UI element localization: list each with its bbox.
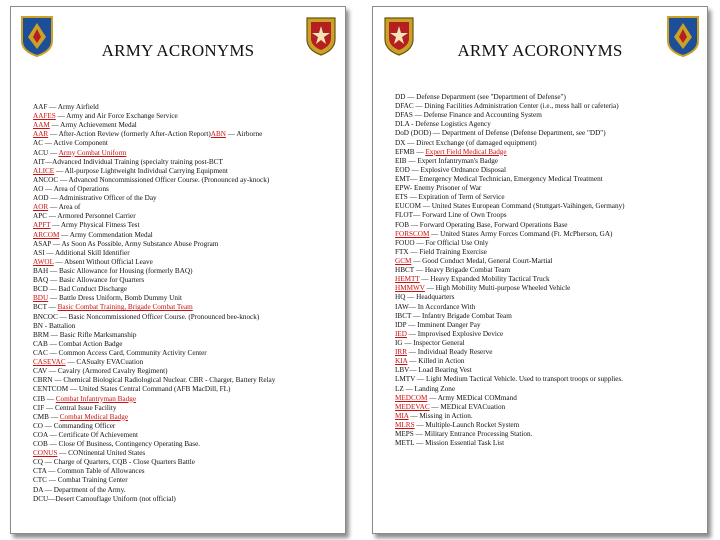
acronym-entry xyxy=(33,367,341,376)
acronym-entry xyxy=(33,221,341,230)
entry-text: LBV— Load Bearing Vest xyxy=(395,366,472,375)
acronym-entry xyxy=(33,440,341,449)
acronym-entry xyxy=(395,111,703,120)
acronym-entry xyxy=(33,385,341,394)
acronym-entry xyxy=(33,476,341,485)
entry-text: IBCT — Infantry Brigade Combat Team xyxy=(395,311,512,320)
entry-text: BCD — Bad Conduct Discharge xyxy=(33,285,128,294)
acronym-entry xyxy=(33,431,341,440)
entry-text: LZ — Landing Zone xyxy=(395,384,456,393)
acronym-entry xyxy=(395,303,703,312)
entry-text: DCU—Desert Camouflage Uniform (not official) xyxy=(33,494,176,503)
acronym-entry xyxy=(33,458,341,467)
entry-text: MEPS — Military Entrance Processing Station. xyxy=(395,430,533,439)
entry-text: EIB — Expert Infantryman's Badge xyxy=(395,156,499,165)
entry-text: CAB — Combat Action Badge xyxy=(33,339,123,348)
entry-text: CIF — Central Issue Facility xyxy=(33,403,117,412)
entry-text: CAV — Cavalry (Armored Cavalry Regiment) xyxy=(33,367,168,376)
acronym-entry xyxy=(395,166,703,175)
acronym-entry xyxy=(33,313,341,322)
acronym-link[interactable]: APFT xyxy=(33,221,51,230)
acronym-entry xyxy=(395,366,703,375)
entry-text: — Individual Ready Reserve xyxy=(406,348,493,357)
acronym-entry xyxy=(33,212,341,221)
acronym-entry xyxy=(395,184,703,193)
acronym-entry xyxy=(395,239,703,248)
acronym-entry xyxy=(395,284,703,293)
entry-text: CO — Commanding Officer xyxy=(33,421,116,430)
entry-text: FOUO — For Official Use Only xyxy=(395,238,489,247)
entry-text: CENTCOM — United States Central Command (AFB MacDill, FL) xyxy=(33,385,231,394)
acronym-entry xyxy=(33,495,341,504)
acronym-link[interactable]: HEMTT xyxy=(395,275,420,284)
entry-text: AAF — Army Airfield xyxy=(33,103,99,111)
acronym-entry xyxy=(395,330,703,339)
acronym-link[interactable]: MIA xyxy=(395,411,409,420)
acronym-link[interactable]: IRR xyxy=(395,348,407,357)
acronym-entry xyxy=(395,257,703,266)
acronym-list xyxy=(395,93,703,448)
entry-text: EMT— Emergency Medical Technician, Emergency Medical Treatment xyxy=(395,174,603,183)
acronym-link[interactable]: Basic Combat Training, Brigade Combat Team xyxy=(57,303,193,312)
acronym-link[interactable]: AAM xyxy=(33,121,50,130)
acronym-link[interactable]: KIA xyxy=(395,357,408,366)
acronym-link[interactable]: BDU xyxy=(33,294,49,303)
entry-text: ASI — Additional Skill Identifier xyxy=(33,248,130,257)
acronym-entry xyxy=(395,321,703,330)
acronym-entry xyxy=(395,293,703,302)
acronym-link[interactable]: IED xyxy=(395,329,407,338)
acronym-entry xyxy=(395,412,703,421)
acronym-entry xyxy=(395,93,703,102)
entry-text: HBCT — Heavy Brigade Combat Team xyxy=(395,266,511,275)
entry-text: CAC — Common Access Card, Community Activity Center xyxy=(33,348,207,357)
acronym-entry xyxy=(33,176,341,185)
acronym-entry xyxy=(395,221,703,230)
entry-text: EUCOM — United States European Command (Stuttgart-Vaihingen, Germany) xyxy=(395,202,625,211)
acronym-entry xyxy=(395,139,703,148)
acronym-link[interactable]: MEDEVAC xyxy=(395,402,430,411)
entry-text: AO — Area of Operations xyxy=(33,184,109,193)
entry-text: — Army Commendation Medal xyxy=(59,230,153,239)
acronym-entry xyxy=(33,395,341,404)
acronym-list xyxy=(33,103,341,504)
entry-text: — Good Conduct Medal, General Court-Martial xyxy=(411,256,553,265)
acronym-entry xyxy=(395,157,703,166)
acronym-entry xyxy=(33,121,341,130)
entry-text: — Missing in Action. xyxy=(408,411,473,420)
acronym-entry xyxy=(395,129,703,138)
entry-text: — CASualty EVACuation xyxy=(65,358,144,367)
entry-text: AOD — Administrative Officer of the Day xyxy=(33,194,157,203)
acronym-entry xyxy=(395,193,703,202)
entry-text: IAW— In Accordance With xyxy=(395,302,476,311)
entry-text: DLA - Defense Logistics Agency xyxy=(395,120,491,129)
entry-text: — Improvised Explosive Device xyxy=(406,329,504,338)
entry-text: BAQ — Basic Allowance for Quarters xyxy=(33,276,145,285)
entry-text: EFMB — xyxy=(395,147,426,156)
acronym-entry xyxy=(395,312,703,321)
page-title: ARMY ACRONYMS xyxy=(101,41,255,60)
entry-text: DA — Department of the Army. xyxy=(33,485,126,494)
acronym-link[interactable]: MLRS xyxy=(395,420,415,429)
entry-text: CBRN — Chemical Biological Radiological Nuclear. CBR - Charger, Battery Relay xyxy=(33,376,276,385)
right-acronym-page xyxy=(372,6,708,534)
acronym-entry xyxy=(33,322,341,331)
acronym-entry xyxy=(395,375,703,384)
acronym-entry xyxy=(33,249,341,258)
acronym-entry xyxy=(33,240,341,249)
entry-text: DoD (DOD) — Department of Defense (Defense Department, see "DD") xyxy=(395,129,606,138)
acronym-entry xyxy=(33,358,341,367)
acronym-entry xyxy=(395,120,703,129)
entry-text: — Army Physical Fitness Test xyxy=(50,221,140,230)
entry-text: METL — Mission Essential Task List xyxy=(395,439,505,448)
acronym-entry xyxy=(33,413,341,422)
entry-text: BN - Battalion xyxy=(33,321,76,330)
entry-text: EPW- Enemy Prisoner of War xyxy=(395,184,482,193)
entry-text: CIB — xyxy=(33,394,56,403)
entry-text: — Absent Without Official Leave xyxy=(53,257,153,266)
entry-text: — Airborne xyxy=(225,130,263,139)
acronym-entry xyxy=(33,158,341,167)
entry-text: CTA — Common Table of Allowances xyxy=(33,467,145,476)
entry-text: ASAP — As Soon As Possible, Army Substance Abuse Program xyxy=(33,239,219,248)
entry-text: FLOT— Forward Line of Own Troops xyxy=(395,211,507,220)
entry-text: — Army MEDical COMmand xyxy=(427,393,517,402)
acronym-entry xyxy=(33,449,341,458)
acronym-entry xyxy=(395,421,703,430)
acronym-entry xyxy=(395,385,703,394)
acronym-entry xyxy=(33,276,341,285)
acronym-entry xyxy=(33,167,341,176)
entry-text: FOB — Forward Operating Base, Forward Operations Base xyxy=(395,220,568,229)
entry-text: DFAC — Dining Facilities Administration Center (i.e., mess hall or cafeteria) xyxy=(395,102,619,111)
entry-text: DFAS — Defense Finance and Accounting System xyxy=(395,111,542,120)
entry-text: EOD — Explosive Ordnance Disposal xyxy=(395,165,506,174)
acronym-entry xyxy=(33,231,341,240)
acronym-entry xyxy=(395,211,703,220)
acronym-entry xyxy=(33,340,341,349)
acronym-entry xyxy=(395,348,703,357)
entry-text: BNCOC — Basic Noncommissioned Officer Course. (Pronounced bee-knock) xyxy=(33,312,260,321)
entry-text: LMTV — Light Medium Tactical Vehicle. Used to transport troops or supplies. xyxy=(395,375,624,384)
acronym-link[interactable]: AWOL xyxy=(33,257,54,266)
acronym-entry xyxy=(33,331,341,340)
entry-text: ACU — xyxy=(33,148,59,157)
acronym-entry xyxy=(33,467,341,476)
acronym-link[interactable]: AOR xyxy=(33,203,49,212)
acronym-entry xyxy=(33,294,341,303)
acronym-link[interactable]: AAR xyxy=(33,130,49,139)
entry-text: AC — Active Component xyxy=(33,139,108,148)
entry-text: CTC — Combat Training Center xyxy=(33,476,128,485)
entry-text: HQ — Headquarters xyxy=(395,293,455,302)
acronym-entry xyxy=(33,112,341,121)
entry-text: BRM — Basic Rifle Marksmanship xyxy=(33,330,137,339)
entry-text: — Army and Air Force Exchange Service xyxy=(55,112,178,121)
page-title: ARMY ACORONYMS xyxy=(457,41,623,60)
acronym-entry xyxy=(395,357,703,366)
acronym-link[interactable]: ABN xyxy=(210,130,226,139)
acronym-entry xyxy=(395,439,703,448)
entry-text: — Army Achievement Medal xyxy=(49,121,137,130)
acronym-link[interactable]: Combat Medical Badge xyxy=(59,412,129,421)
acronym-link[interactable]: Expert Field Medical Badge xyxy=(425,147,507,156)
acronym-entry xyxy=(395,230,703,239)
acronym-entry xyxy=(33,203,341,212)
entry-text: — Multiple-Launch Rocket System xyxy=(414,420,520,429)
acronym-entry xyxy=(33,194,341,203)
entry-text: CQ — Charge of Quarters, CQB - Close Quarters Battle xyxy=(33,458,195,467)
acronym-link[interactable]: ARCOM xyxy=(33,230,60,239)
entry-text: APC — Armored Personnel Carrier xyxy=(33,212,136,221)
entry-text: ETS — Expiration of Term of Service xyxy=(395,193,505,202)
acronym-link[interactable]: CONUS xyxy=(33,449,58,458)
entry-text: — All-purpose Lightweight Individual Carrying Equipment xyxy=(54,166,228,175)
entry-text: — High Mobility Multi-purpose Wheeled Vehicle xyxy=(424,284,571,293)
acronym-entry xyxy=(33,303,341,312)
entry-text: — United States Army Forces Command (Ft. McPherson, GA) xyxy=(429,229,613,238)
entry-text: — CONtinental United States xyxy=(57,449,146,458)
acronym-link[interactable]: GCM xyxy=(395,256,412,265)
entry-text: — Heavy Expanded Mobility Tactical Truck xyxy=(419,275,550,284)
acronym-entry xyxy=(33,258,341,267)
acronym-link[interactable]: Combat Infantryman Badge xyxy=(55,394,137,403)
acronym-entry xyxy=(395,394,703,403)
entry-text: — Killed in Action xyxy=(407,357,465,366)
entry-text: AIT—Advanced Individual Training (specialty training post-BCT xyxy=(33,157,223,166)
acronym-entry xyxy=(395,202,703,211)
entry-text: IG — Inspector General xyxy=(395,338,465,347)
acronym-entry xyxy=(33,486,341,495)
acronym-entry xyxy=(395,102,703,111)
entry-text: — Area of xyxy=(48,203,81,212)
acronym-entry xyxy=(395,148,703,157)
entry-text: — Battle Dress Uniform, Bomb Dummy Unit xyxy=(48,294,182,303)
acronym-entry xyxy=(395,248,703,257)
entry-text: — After-Action Review (formerly After-Action Report) xyxy=(48,130,211,139)
acronym-entry xyxy=(33,103,341,112)
acronym-link[interactable]: AAFES xyxy=(33,112,56,121)
entry-text: ANCOC — Advanced Noncommissioned Officer Course. (Pronounced ay-knock) xyxy=(33,175,270,184)
entry-text: FTX — Field Training Exercise xyxy=(395,247,487,256)
acronym-entry xyxy=(395,430,703,439)
acronym-entry xyxy=(395,403,703,412)
entry-text: — MEDical EVACuation xyxy=(429,402,506,411)
entry-text: BAH — Basic Allowance for Housing (formerly BAQ) xyxy=(33,266,193,275)
acronym-entry xyxy=(395,266,703,275)
acronym-entry xyxy=(33,376,341,385)
acronym-entry xyxy=(395,275,703,284)
acronym-entry xyxy=(395,175,703,184)
entry-text: CMB — xyxy=(33,412,60,421)
acronym-link[interactable]: CASEVAC xyxy=(33,358,66,367)
left-acronym-page xyxy=(10,6,346,534)
entry-text: COA — Certificate Of Achievement xyxy=(33,430,138,439)
acronym-entry xyxy=(33,267,341,276)
entry-text: BCT — xyxy=(33,303,58,312)
entry-text: IDP — Imminent Danger Pay xyxy=(395,320,481,329)
acronym-link[interactable]: HMMWV xyxy=(395,284,425,293)
entry-text: DX — Direct Exchange (of damaged equipment) xyxy=(395,138,537,147)
acronym-entry xyxy=(33,130,341,139)
acronym-link[interactable]: ALICE xyxy=(33,166,55,175)
entry-text: COB — Close Of Business, Contingency Operating Base. xyxy=(33,440,201,449)
acronym-entry xyxy=(33,149,341,158)
acronym-entry xyxy=(33,422,341,431)
acronym-entry xyxy=(33,185,341,194)
entry-text: DD — Defense Department (see "Department of Defense") xyxy=(395,93,566,101)
acronym-entry xyxy=(33,139,341,148)
acronym-entry xyxy=(395,339,703,348)
acronym-entry xyxy=(33,285,341,294)
acronym-link[interactable]: Army Combat Uniform xyxy=(58,148,127,157)
acronym-link[interactable]: FORSCOM xyxy=(395,229,430,238)
acronym-entry xyxy=(33,404,341,413)
acronym-link[interactable]: MEDCOM xyxy=(395,393,428,402)
acronym-entry xyxy=(33,349,341,358)
